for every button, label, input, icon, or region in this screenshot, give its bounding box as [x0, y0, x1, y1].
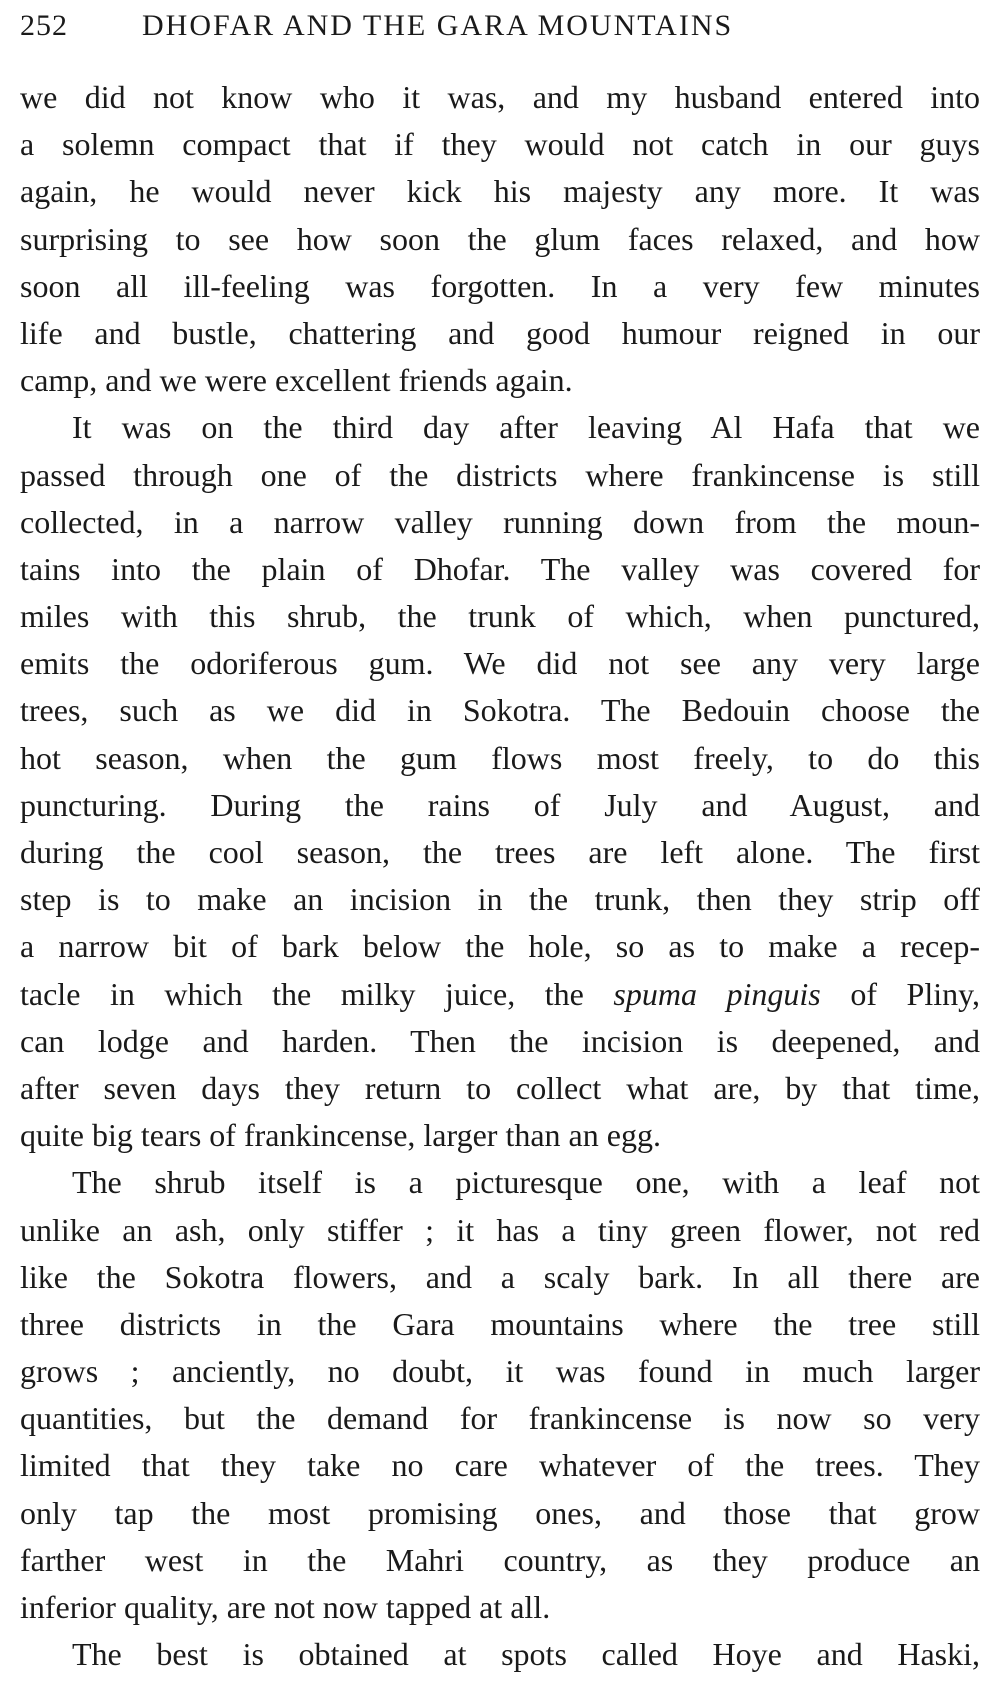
italic-phrase: spuma pinguis	[613, 975, 821, 1012]
book-page	[20, 0, 980, 1694]
text-line: The shrub itself is a picturesque one, with a leaf not	[72, 1164, 980, 1201]
text-line: camp, and we were excellent friends again.	[20, 362, 573, 399]
text-line: three districts in the Gara mountains where the tree still	[20, 1305, 980, 1342]
text-line: unlike an ash, only stiffer ; it has a tiny green flower, not red	[20, 1211, 980, 1248]
text-line: passed through one of the districts where frankincense is still	[20, 456, 980, 493]
text-line: can lodge and harden. Then the incision is deepened, and	[20, 1022, 980, 1059]
text-line: trees, such as we did in Sokotra. The Bedouin choose the	[20, 692, 980, 729]
text-line: quite big tears of frankincense, larger than an egg.	[20, 1117, 661, 1154]
text-line: we did not know who it was, and my husband entered into	[20, 79, 980, 115]
text-line: like the Sokotra flowers, and a scaly bark. In all there are	[20, 1258, 980, 1295]
text-line: surprising to see how soon the glum faces relaxed, and how	[20, 220, 980, 257]
text-line: farther west in the Mahri country, as they produce an	[20, 1541, 980, 1578]
text-line: during the cool season, the trees are left alone. The first	[20, 834, 980, 870]
text-segment: tacle in which the milky juice, the	[20, 975, 614, 1012]
text-line: step is to make an incision in the trunk, then they strip off	[20, 881, 980, 918]
page-number: 252	[20, 9, 68, 42]
text-line: a solemn compact that if they would not catch in our guys	[20, 126, 980, 163]
text-line: It was on the third day after leaving Al Hafa that we	[72, 409, 980, 446]
body-text	[20, 74, 980, 1678]
running-head	[20, 6, 980, 46]
text-line: limited that they take no care whatever of the trees. They	[20, 1447, 980, 1484]
text-line: only tap the most promising ones, and those that grow	[20, 1494, 980, 1531]
text-line: emits the odoriferous gum. We did not see any very large	[20, 645, 980, 682]
text-line: soon all ill-feeling was forgotten. In a very few minutes	[20, 267, 980, 304]
text-line: after seven days they return to collect what are, by that time,	[20, 1069, 980, 1106]
text-line: hot season, when the gum flows most freely, to do this	[20, 739, 980, 776]
running-title: DHOFAR AND THE GARA MOUNTAINS	[142, 9, 734, 42]
text-line: The best is obtained at spots called Hoye and Haski,	[72, 1636, 980, 1673]
text-line: again, he would never kick his majesty any more. It was	[20, 173, 980, 210]
text-line: inferior quality, are not now tapped at all.	[20, 1589, 551, 1625]
text-line: collected, in a narrow valley running down from the moun-	[20, 503, 980, 540]
text-line: tains into the plain of Dhofar. The valley was covered for	[20, 550, 980, 587]
text-line: life and bustle, chattering and good humour reigned in our	[20, 314, 980, 351]
text-segment: of Pliny,	[820, 975, 980, 1012]
text-line: grows ; anciently, no doubt, it was found in much larger	[20, 1353, 980, 1390]
text-line	[20, 971, 980, 1018]
text-line: miles with this shrub, the trunk of which, when punctured,	[20, 598, 980, 635]
text-line: puncturing. During the rains of July and August, and	[20, 786, 980, 823]
text-line: quantities, but the demand for frankincense is now so very	[20, 1400, 980, 1437]
text-line: a narrow bit of bark below the hole, so as to make a recep-	[20, 928, 980, 965]
